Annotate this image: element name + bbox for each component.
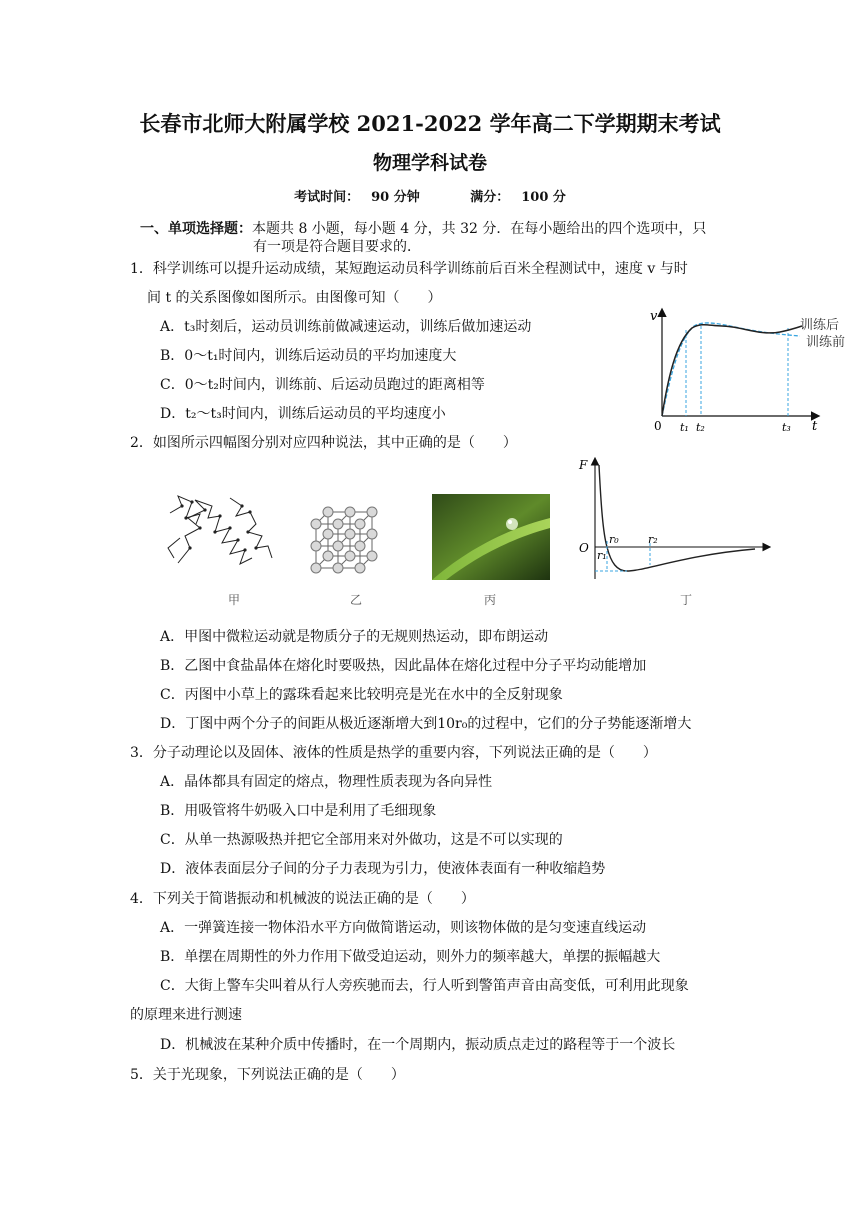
force-curve [599,465,755,571]
section-desc-2: 有一项是符合题目要求的． [253,239,421,255]
score-value: 100 分 [521,190,566,205]
label-r0: r₀ [609,533,619,546]
q2-option-b: B．乙图中食盐晶体在熔化时要吸热，因此晶体在熔化过程中分子平均动能增加 [160,658,647,674]
label-r1: r₁ [597,549,607,562]
label-r2: r₂ [648,533,658,546]
q4-option-c-2: 的原理来进行测速 [130,1007,242,1023]
curve-before [662,323,800,416]
caption-yi: 乙 [350,593,363,607]
lattice-atom [333,541,343,551]
q3-stem: 3．分子动理论以及固体、液体的性质是热学的重要内容，下列说法正确的是（ ） [130,745,657,761]
q3-option-a: A．晶体都具有固定的熔点，物理性质表现为各向异性 [160,774,493,790]
q4-stem: 4．下列关于简谐振动和机械波的说法正确的是（ ） [130,891,475,907]
q4-option-b: B．单摆在周期性的外力作用下做受迫运动，则外力的频率越大，单摆的振幅越大 [160,949,661,965]
lattice-atom [367,551,377,561]
dew-drop [506,518,518,530]
section-heading-line [140,218,706,238]
lattice-atom [345,507,355,517]
exam-subtitle: 物理学科试卷 [372,152,487,174]
score-label: 满分： [470,190,510,205]
q3-option-c: C．从单一热源吸热并把它全部用来对外做功，这是不可以实现的 [160,832,563,848]
lattice-atom [355,563,365,573]
time-value: 90 分钟 [371,190,420,205]
q3-option-b: B．用吸管将牛奶吸入口中是利用了毛细现象 [160,803,437,819]
q1-vt-graph [640,300,855,440]
lattice-atom [311,563,321,573]
lattice-atom [311,541,321,551]
lattice-atom [333,519,343,529]
f-axis-label: F [579,458,588,472]
exam-meta [0,186,860,205]
lattice-atom [367,507,377,517]
fig-ding-force-graph [575,455,775,585]
y-axis-label: v [650,309,658,324]
q1-stem-1: 1．科学训练可以提升运动成绩，某短跑运动员科学训练前后百米全程测试中，速度 v 与时 [130,261,688,277]
exam-title: 长春市北师大附属学校 2021-2022 学年高二下学期期末考试 [139,111,721,136]
section-desc-1: 本题共 8 小题，每小题 4 分，共 32 分．在每小题给出的四个选项中，只 [252,221,707,237]
label-before: 训练前 [806,335,846,350]
q1-stem-2: 间 t 的关系图像如图所示。由图像可知（ ） [147,290,442,306]
caption-ding: 丁 [680,593,693,607]
q2-option-d: D．丁图中两个分子的间距从极近逐渐增大到10r₀的过程中，它们的分子势能逐渐增大 [160,716,692,732]
curve-after [662,325,802,416]
q2-option-a: A．甲图中微粒运动就是物质分子的无规则热运动，即布朗运动 [160,629,549,645]
q4-option-d: D．机械波在某种介质中传播时，在一个周期内，振动质点走过的路程等于一个波长 [160,1037,676,1053]
lattice-atom [333,563,343,573]
lattice-atom [355,519,365,529]
tick-t3: t₃ [782,421,791,434]
lattice-atom [323,529,333,539]
lattice-atom [355,541,365,551]
tick-t2: t₂ [696,421,705,434]
lattice-atom [311,519,321,529]
q1-option-b: B．0～t₁时间内，训练后运动员的平均加速度大 [160,348,457,364]
fig-bing-dew [432,494,550,580]
q2-stem: 2．如图所示四幅图分别对应四种说法，其中正确的是（ ） [130,435,517,451]
caption-bing: 丙 [484,593,497,607]
time-label: 考试时间： [294,190,360,205]
q1-option-c: C．0～t₂时间内，训练前、后运动员跑过的距离相等 [160,377,485,393]
q1-option-d: D．t₂～t₃时间内，训练后运动员的平均速度小 [160,406,446,422]
lattice-atom [345,529,355,539]
lattice-atom [367,529,377,539]
origin-label: 0 [654,419,662,433]
x-axis-label: t [812,419,818,434]
fig-yi-lattice [306,488,406,583]
lattice-atom [323,507,333,517]
lattice-atom [323,551,333,561]
label-after: 训练后 [800,318,840,333]
q1-option-a: A．t₃时刻后，运动员训练前做减速运动，训练后做加速运动 [160,319,532,335]
q3-option-d: D．液体表面层分子间的分子力表现为引力，使液体表面有一种收缩趋势 [160,861,606,877]
lattice-atom [345,551,355,561]
q5-stem: 5．关于光现象，下列说法正确的是（ ） [130,1067,405,1083]
q4-option-a: A．一弹簧连接一物体沿水平方向做简谐运动，则该物体做的是匀变速直线运动 [160,920,647,936]
tick-t1: t₁ [680,421,689,434]
q2-option-c: C．丙图中小草上的露珠看起来比较明亮是光在水中的全反射现象 [160,687,563,703]
section-heading: 一、单项选择题： [140,221,252,237]
fig-jia-brownian [160,488,280,578]
caption-jia: 甲 [228,593,241,607]
q4-option-c-1: C．大街上警车尖叫着从行人旁疾驰而去，行人听到警笛声音由高变低，可利用此现象 [160,978,689,994]
origin-o: O [579,541,589,555]
